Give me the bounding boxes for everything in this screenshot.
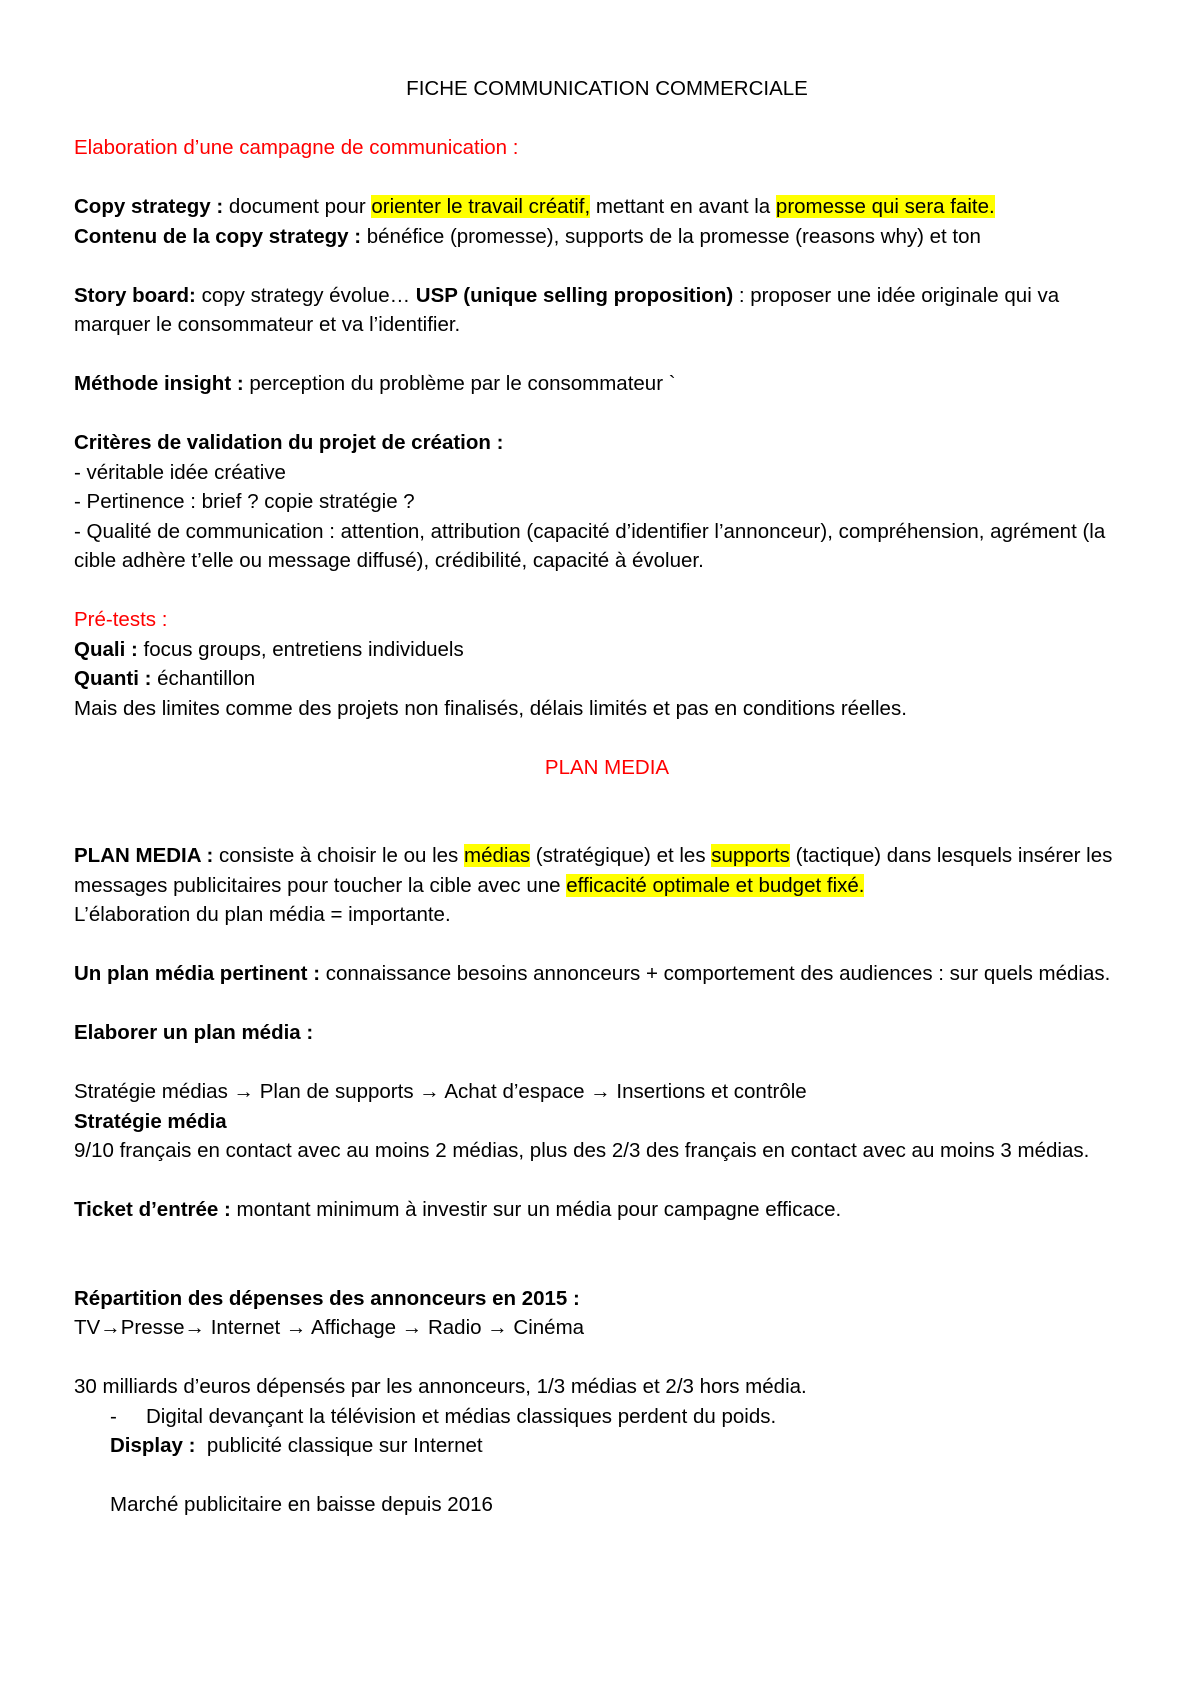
section-heading-pretests: Pré-tests : (74, 608, 168, 631)
highlight-text: promesse qui sera faite. (775, 195, 995, 218)
strategie-text: 9/10 français en contact avec au moins 2 médias, plus des 2/3 des français en contact avec au moins 3 médias. (74, 1139, 1090, 1162)
highlight-text: efficacité optimale et budget fixé. (566, 873, 865, 897)
plan-media-importance: L’élaboration du plan média = importante. (74, 903, 451, 926)
document-title: FICHE COMMUNICATION COMMERCIALE (406, 77, 808, 100)
limits-line: Mais des limites comme des projets non finalisés, délais limités et pas en conditions réelles. (74, 696, 907, 720)
marche-line: Marché publicitaire en baisse depuis 2016 (110, 1493, 493, 1516)
highlight-text: orienter le travail créatif, (371, 195, 591, 218)
quanti-line: Quanti : échantillon (74, 667, 256, 690)
repartition-chain: TV→Presse→ Internet → Affichage → Radio → Cinéma (74, 1316, 585, 1339)
quali-line: Quali : focus groups, entretiens individuels (74, 637, 464, 661)
dash-bullet: - (110, 1404, 117, 1428)
contenu-line: Contenu de la copy strategy : bénéfice (promesse), supports de la promesse (reasons why) et ton (74, 224, 981, 248)
repartition-heading: Répartition des dépenses des annonceurs en 2015 : (74, 1286, 580, 1310)
strategy-chain: Stratégie médias → Plan de supports → Achat d’espace → Insertions et contrôle (74, 1080, 807, 1103)
section-heading-campagne: Elaboration d’une campagne de communication : (74, 136, 519, 159)
list-item-digital: - Digital devançant la télévision et médias classiques perdent du poids. (74, 1402, 1140, 1432)
list-item: - Qualité de communication : attention, attribution (capacité d’identifier l’annonceur), compréhension, agrément (la cible adhère t’elle ou message diffusé), crédibilité, capacité à évoluer. (74, 519, 1106, 572)
insight-line: Méthode insight : perception du problème par le consommateur ` (74, 372, 676, 395)
milliards-line: 30 milliards d’euros dépensés par les annonceurs, 1/3 médias et 2/3 hors média. (74, 1375, 807, 1398)
elaborer-heading: Elaborer un plan média : (74, 1021, 314, 1044)
list-item: - véritable idée créative (74, 460, 286, 484)
list-item: - Pertinence : brief ? copie stratégie ? (74, 490, 415, 513)
section-heading-plan-media: PLAN MEDIA (544, 755, 670, 779)
story-board-paragraph: Story board: copy strategy évolue… USP (unique selling proposition) : proposer une idée originale qui va marquer le consommateur et va l’identifier. (74, 283, 1060, 336)
criteres-heading: Critères de validation du projet de création : (74, 431, 504, 454)
copy-strategy-line: Copy strategy : document pour orienter le travail créatif, mettant en avant la promesse qui sera faite. (74, 195, 995, 218)
plan-pertinent-paragraph: Un plan média pertinent : connaissance besoins annonceurs + comportement des audiences : sur quels médias. (74, 962, 1111, 985)
strategie-heading: Stratégie média (74, 1109, 227, 1133)
ticket-line: Ticket d’entrée : montant minimum à investir sur un média pour campagne efficace. (74, 1198, 842, 1221)
plan-media-paragraph: PLAN MEDIA : consiste à choisir le ou les médias (stratégique) et les supports (tactique) dans lesquels insérer les messages publicitaires pour toucher la cible avec une efficacité optimale et budget fixé. (74, 844, 1113, 897)
display-line: Display : publicité classique sur Internet (110, 1434, 483, 1457)
highlight-text: médias (464, 844, 531, 867)
highlight-text: supports (711, 844, 790, 867)
